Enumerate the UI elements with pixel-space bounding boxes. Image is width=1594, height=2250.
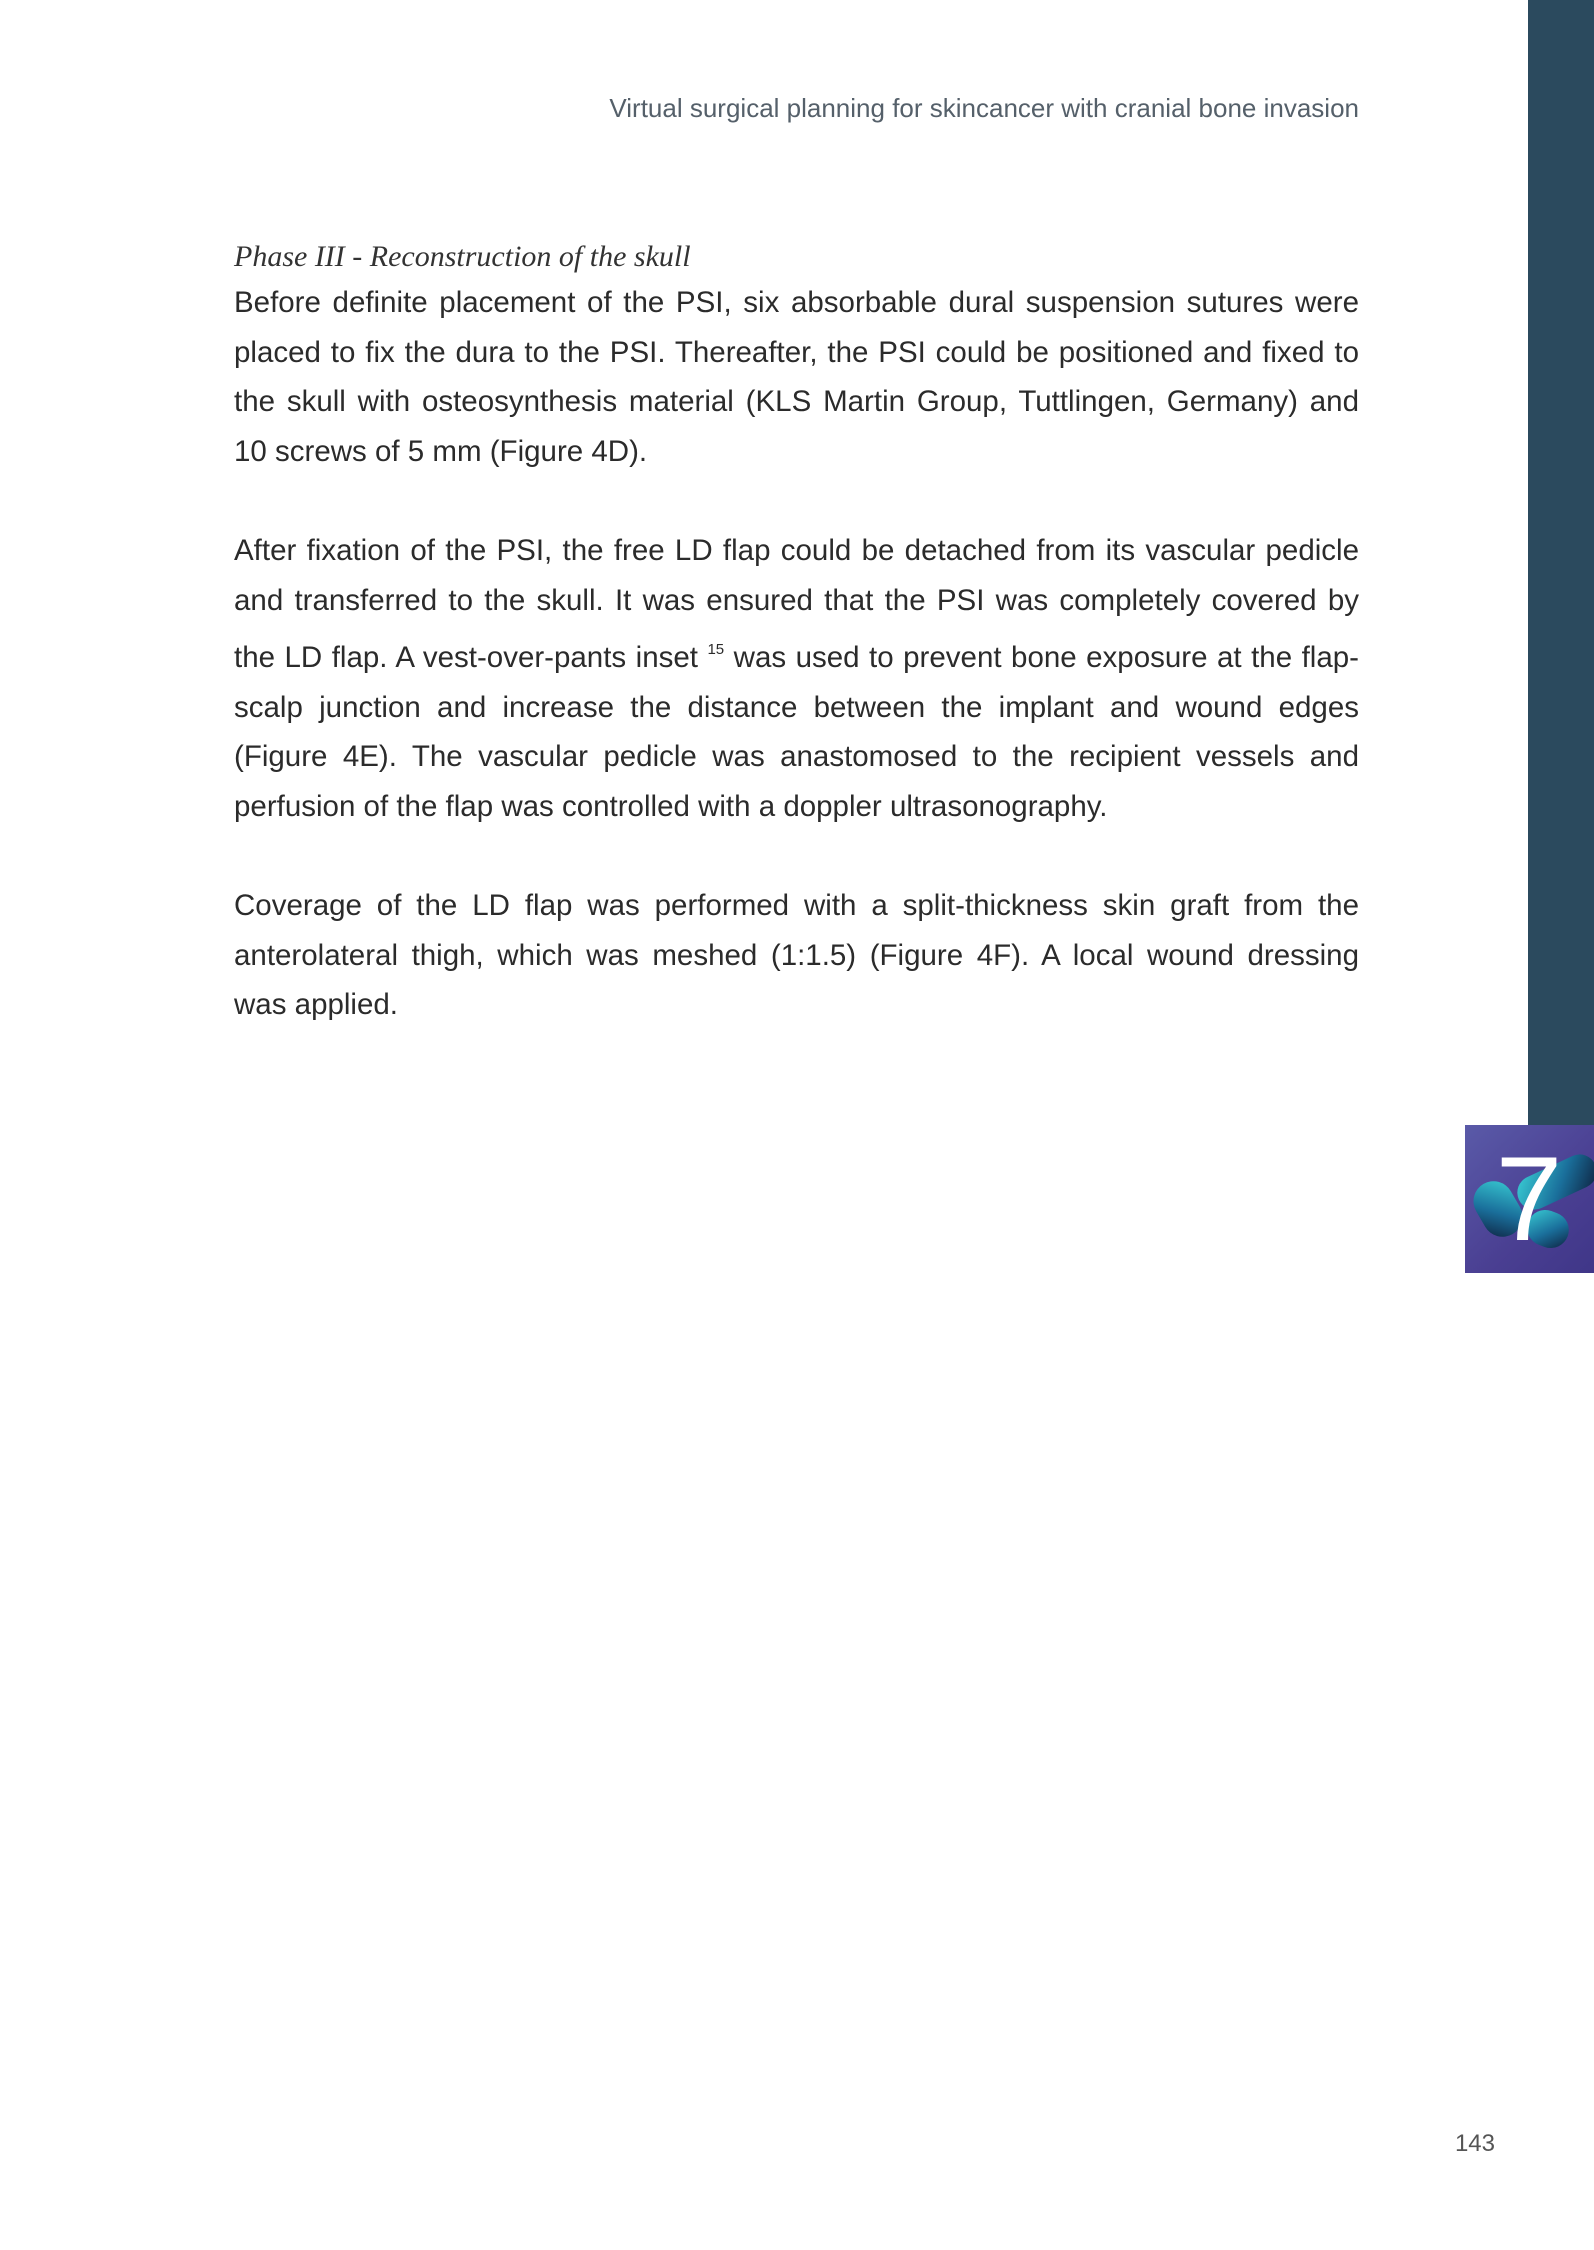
chapter-tab [1465,1125,1594,1273]
page-number: 143 [1454,2130,1495,2157]
chapter-number: 7 [1495,1132,1563,1266]
main-content [234,236,1359,1080]
paragraph-3: Coverage of the LD flap was performed with a split-thickness skin graft from the anterolateral thigh, which was meshed (1:1.5) (Figure 4F). A local wound dressing was applied. [234,889,1359,1021]
paragraph-2-text-b: was used to prevent bone exposure at the flap-scalp junction and increase the distance between the implant and wound edges (Figure 4E). The vascular pedicle was anastomosed to the recipient vessels and perfusion of the flap was controlled with a doppler ultrasonography. [234,641,1359,823]
citation-reference: 15 [707,641,725,658]
paragraph-2 [234,526,1359,831]
chapter-side-bar [1528,0,1594,1125]
section-subheading: Phase III - Reconstruction of the skull [234,240,691,273]
running-header: Virtual surgical planning for skincancer with cranial bone invasion [609,93,1359,123]
paragraph-1: Before definite placement of the PSI, six absorbable dural suspension sutures were placed to fix the dura to the PSI. Thereafter, the PSI could be positioned and fixed to the skull with osteosynthesis material (KLS Martin Group, Tuttlingen, Germany) and 10 screws of 5 mm (Figure 4D). [234,286,1359,468]
paragraph-2-text-a: After fixation of the PSI, the free LD flap could be detached from its vascular pedicle and transferred to the skull. It was ensured that the PSI was completely covered by the LD flap. A vest-over-pants inset [234,534,1359,674]
